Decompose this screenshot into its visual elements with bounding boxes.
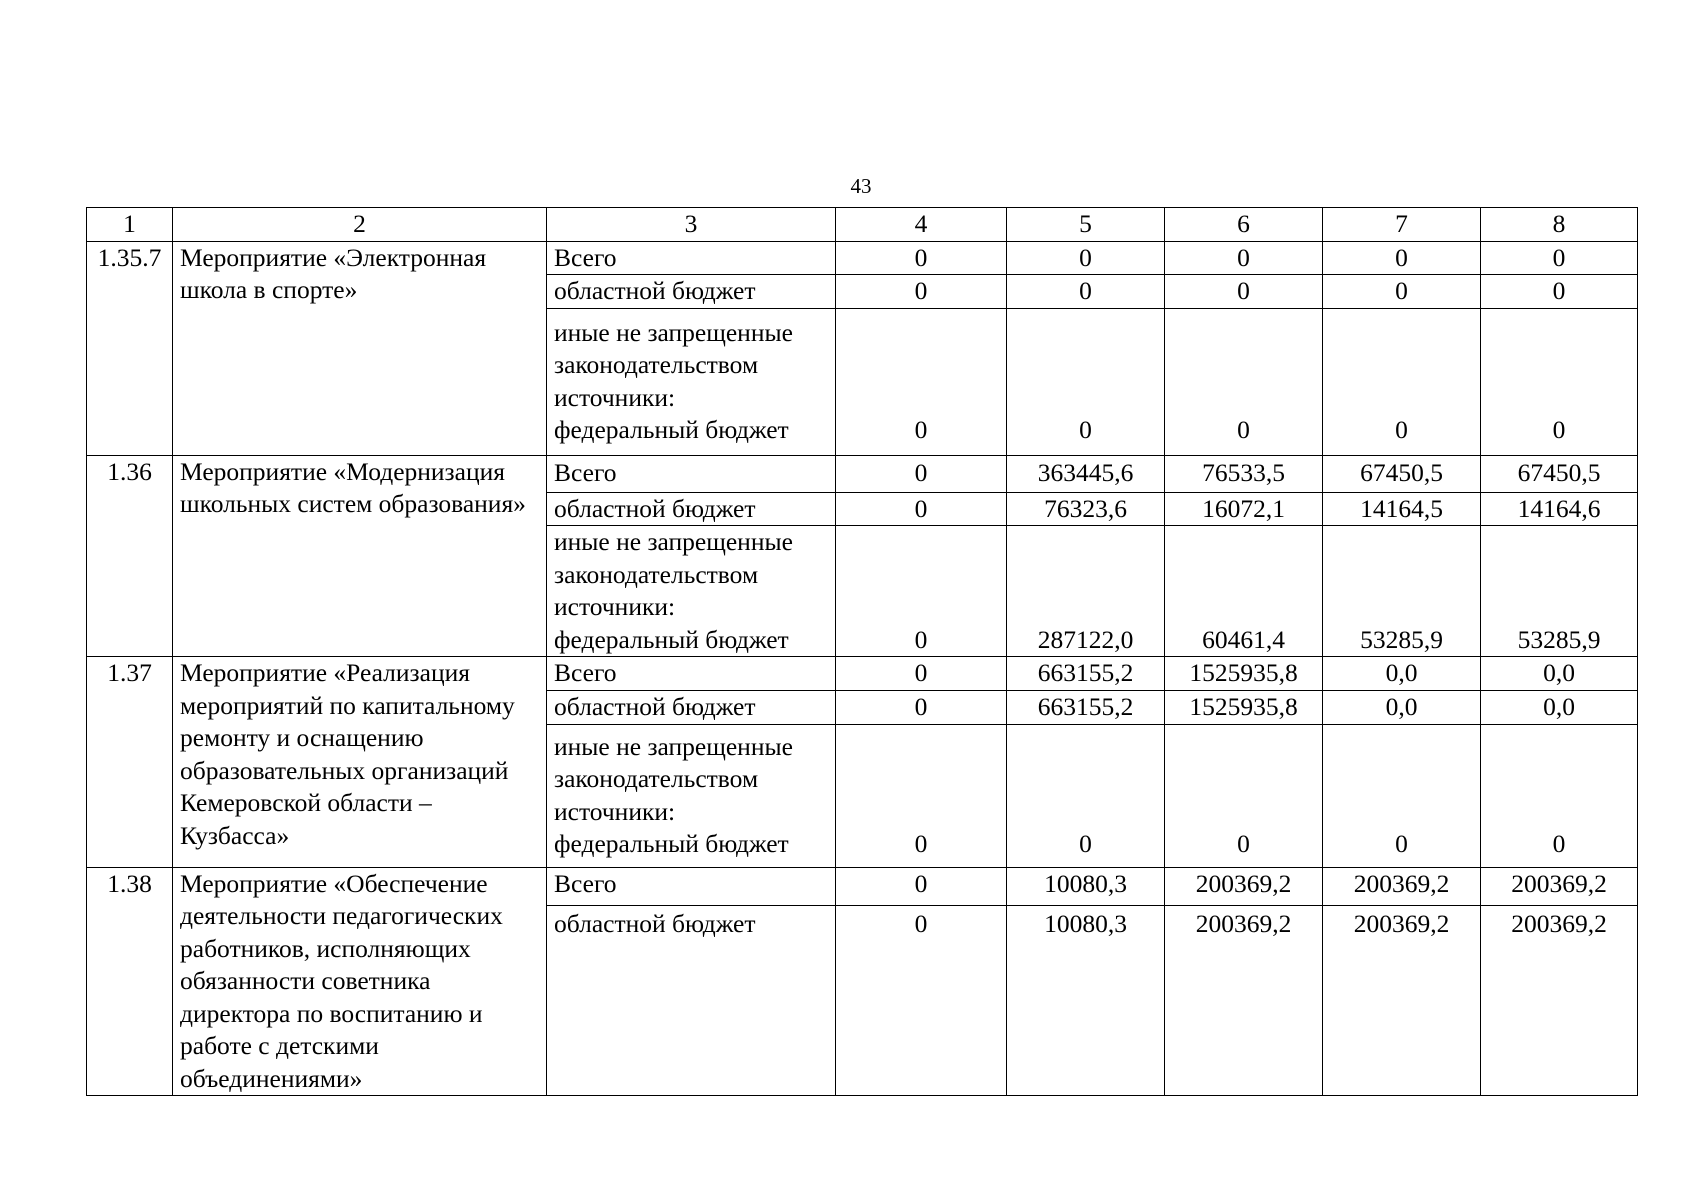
funding-source: областной бюджет [547, 691, 836, 725]
header-cell: 6 [1165, 208, 1323, 242]
value-cell: 200369,2 [1481, 905, 1638, 1095]
value-cell: 0 [1165, 724, 1323, 867]
funding-source-line: федеральный бюджет [554, 624, 789, 654]
table-row [87, 657, 1638, 691]
value-cell: 200369,2 [1323, 867, 1481, 905]
funding-source-line: иные не запрещенные [554, 731, 793, 761]
value-cell: 0 [836, 724, 1007, 867]
table-header-row [87, 208, 1638, 242]
funding-source [547, 308, 836, 455]
funding-source-line: иные не запрещенные [554, 527, 793, 556]
value-cell: 0 [1007, 724, 1165, 867]
budget-table [86, 207, 1638, 1096]
funding-source: областной бюджет [547, 905, 836, 1095]
value-cell: 0 [836, 308, 1007, 455]
item-name: Мероприятие «Обеспечение деятельности педагогических работников, исполняющих обязанности советника директора по воспитанию и работе с детскими объединениями» [173, 867, 547, 1096]
value-cell: 200369,2 [1481, 867, 1638, 905]
value-cell: 0 [836, 455, 1007, 492]
header-cell: 4 [836, 208, 1007, 242]
value-cell: 67450,5 [1323, 455, 1481, 492]
value-cell: 0 [1323, 308, 1481, 455]
header-cell: 8 [1481, 208, 1638, 242]
value-cell: 0 [836, 526, 1007, 657]
item-number: 1.37 [87, 657, 173, 868]
value-cell: 1525935,8 [1165, 657, 1323, 691]
value-cell: 663155,2 [1007, 691, 1165, 725]
item-name: Мероприятие «Электронная школа в спорте» [173, 241, 547, 455]
value-cell: 60461,4 [1165, 526, 1323, 657]
funding-source-line: источники: [554, 592, 676, 621]
header-cell: 3 [547, 208, 836, 242]
funding-source-line: источники: [554, 382, 676, 412]
funding-source-line: законодательством [554, 350, 759, 379]
value-cell: 287122,0 [1007, 526, 1165, 657]
funding-source [547, 526, 836, 657]
item-number: 1.36 [87, 455, 173, 657]
funding-source-line: иные не запрещенные [554, 317, 793, 347]
value-cell: 0 [836, 657, 1007, 691]
value-cell: 0 [1165, 241, 1323, 275]
value-cell: 0 [1481, 241, 1638, 275]
value-cell: 363445,6 [1007, 455, 1165, 492]
value-cell: 0 [1165, 275, 1323, 309]
value-cell: 200369,2 [1165, 905, 1323, 1095]
value-cell: 76323,6 [1007, 492, 1165, 526]
table-row [87, 867, 1638, 905]
table-row [87, 455, 1638, 492]
value-cell: 67450,5 [1481, 455, 1638, 492]
value-cell: 0,0 [1323, 657, 1481, 691]
value-cell: 0 [1481, 308, 1638, 455]
header-cell: 2 [173, 208, 547, 242]
funding-source: Всего [547, 455, 836, 492]
value-cell: 0 [836, 275, 1007, 309]
value-cell: 10080,3 [1007, 867, 1165, 905]
funding-source-line: законодательством [554, 559, 759, 589]
value-cell: 0,0 [1481, 657, 1638, 691]
funding-source: областной бюджет [547, 275, 836, 309]
value-cell: 0 [836, 867, 1007, 905]
value-cell: 0 [1323, 241, 1481, 275]
funding-source [547, 724, 836, 867]
header-cell: 1 [87, 208, 173, 242]
funding-source: Всего [547, 657, 836, 691]
header-cell: 5 [1007, 208, 1165, 242]
value-cell: 0 [1007, 241, 1165, 275]
funding-source-line: источники: [554, 796, 676, 826]
page-number: 43 [850, 174, 872, 198]
value-cell: 14164,5 [1323, 492, 1481, 526]
item-name: Мероприятие «Реализация мероприятий по капитальному ремонту и оснащению образовательных организаций Кемеровской области – Кузбасса» [173, 657, 547, 868]
value-cell: 16072,1 [1165, 492, 1323, 526]
table-row [87, 241, 1638, 275]
value-cell: 53285,9 [1323, 526, 1481, 657]
value-cell: 0 [1007, 308, 1165, 455]
funding-source-line: федеральный бюджет [554, 829, 789, 858]
value-cell: 0 [1165, 308, 1323, 455]
value-cell: 76533,5 [1165, 455, 1323, 492]
value-cell: 0 [1007, 275, 1165, 309]
funding-source: областной бюджет [547, 492, 836, 526]
value-cell: 0 [836, 691, 1007, 725]
value-cell: 0,0 [1323, 691, 1481, 725]
funding-source-line: федеральный бюджет [554, 415, 789, 444]
item-number: 1.38 [87, 867, 173, 1096]
value-cell: 0 [836, 241, 1007, 275]
value-cell: 663155,2 [1007, 657, 1165, 691]
funding-source-line: законодательством [554, 764, 759, 793]
funding-source: Всего [547, 241, 836, 275]
value-cell: 0 [836, 905, 1007, 1095]
value-cell: 0 [836, 492, 1007, 526]
value-cell: 200369,2 [1323, 905, 1481, 1095]
value-cell: 0 [1481, 724, 1638, 867]
item-number: 1.35.7 [87, 241, 173, 455]
value-cell: 53285,9 [1481, 526, 1638, 657]
value-cell: 0,0 [1481, 691, 1638, 725]
value-cell: 10080,3 [1007, 905, 1165, 1095]
funding-source: Всего [547, 867, 836, 905]
value-cell: 200369,2 [1165, 867, 1323, 905]
value-cell: 1525935,8 [1165, 691, 1323, 725]
value-cell: 0 [1323, 724, 1481, 867]
value-cell: 0 [1481, 275, 1638, 309]
value-cell: 14164,6 [1481, 492, 1638, 526]
value-cell: 0 [1323, 275, 1481, 309]
header-cell: 7 [1323, 208, 1481, 242]
item-name: Мероприятие «Модернизация школьных систем образования» [173, 455, 547, 657]
